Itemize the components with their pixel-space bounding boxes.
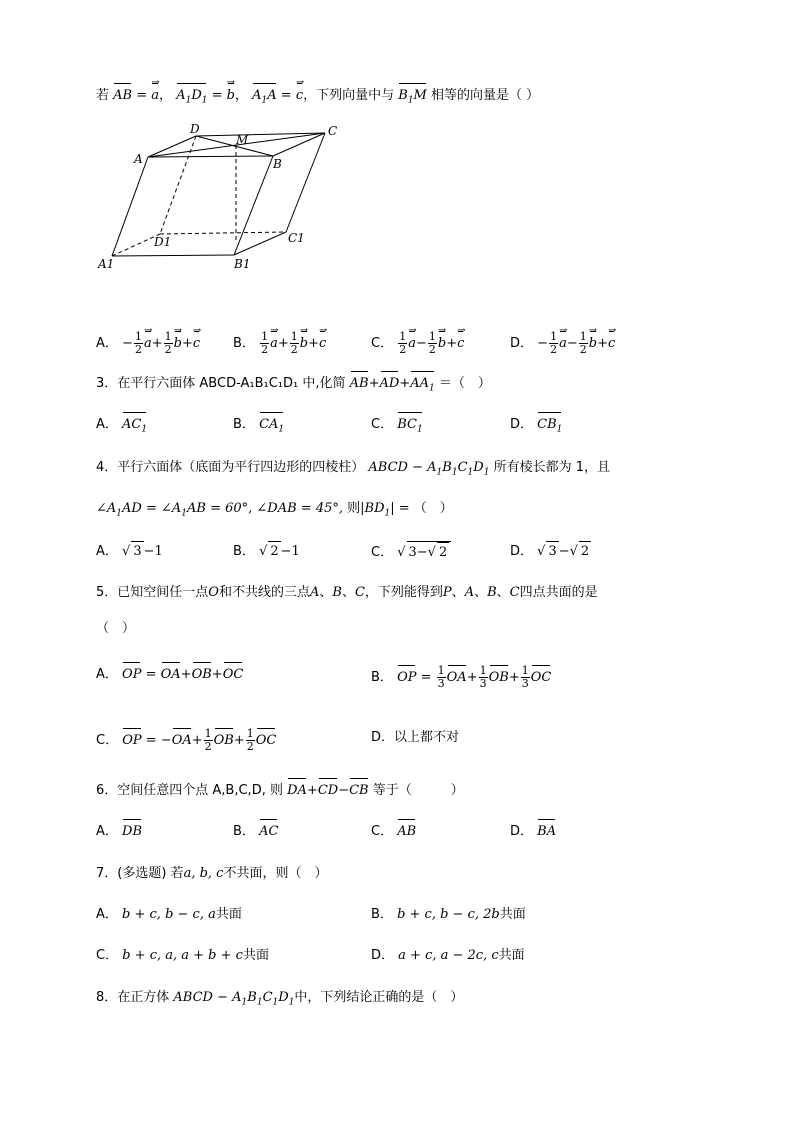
option-letter: A．: [96, 417, 118, 432]
q2-suffix: 相等的向量是（ ）: [431, 88, 540, 103]
q6-text: 6．空间任意四个点 A,B,C,D, 则: [96, 783, 283, 798]
q7-option-b[interactable]: B． b + c, b − c, 2b共面: [371, 907, 526, 922]
option-suffix: 共面: [242, 948, 269, 963]
question-8-stem: [96, 988, 463, 1013]
question-2-stem: 若 AB = a →， $A_1D_1 = b$ →， $A_1A = c$ →，下列向量中与 $B_1M$ 相等的向量是（ ）: [96, 86, 539, 111]
option-letter: C．: [371, 336, 394, 351]
q4-option-d[interactable]: D． √ 3 −√ 2: [510, 541, 591, 562]
q6-suffix: 等于（ ）: [372, 783, 464, 798]
q7-option-c[interactable]: C． b + c, a, a + b + c共面: [96, 948, 269, 963]
q5-line1-b: 和不共线的三点: [218, 585, 310, 600]
option-letter: D．: [371, 948, 395, 963]
q7-option-d[interactable]: D． a + c, a − 2c, c共面: [371, 948, 525, 963]
option-letter: C．: [371, 417, 394, 432]
q2-option-c[interactable]: C． $\frac{1}{2}$ a →− $\frac{1}{2}$ b →+c →: [371, 331, 464, 356]
q3-option-d[interactable]: D． $CB_1$: [510, 415, 562, 440]
q7-text: 7．(多选题) 若: [96, 866, 184, 881]
option-letter: A．: [96, 544, 118, 559]
vector-a1a-eq-c: $A_1A = c$ →: [252, 88, 303, 103]
option-letter: B．: [371, 670, 393, 685]
question-3-stem: [96, 374, 491, 399]
q2-mid: ，下列向量中与: [303, 88, 395, 103]
q6-option-c[interactable]: C． AB: [371, 822, 416, 842]
option-letter: D．: [510, 417, 534, 432]
q4-option-b[interactable]: B． √ 2 −1: [233, 541, 300, 562]
q4-line2-suffix: （ ）: [413, 501, 453, 516]
question-5-stem-line2: （ ）: [96, 621, 136, 636]
q5-option-a[interactable]: A． OP = OA+OB+OC: [96, 665, 243, 685]
q3-expression: $AB+AD+AA_1$: [350, 376, 435, 391]
option-letter: D．以上都不对: [371, 730, 460, 745]
option-letter: A．: [96, 907, 118, 922]
label-a: A: [134, 152, 143, 166]
q2-option-a[interactable]: A． − $\frac{1}{2}$ a →+ $\frac{1}{2}$ b →+c →: [96, 331, 200, 356]
q8-suffix: 中，下列结论正确的是（ ）: [294, 990, 464, 1005]
option-suffix: 共面: [215, 907, 242, 922]
option-suffix: 共面: [498, 948, 525, 963]
q7-option-a[interactable]: A． b + c, b − c, a共面: [96, 907, 242, 922]
option-letter: D．: [510, 824, 534, 839]
option-letter: C．: [371, 824, 394, 839]
option-letter: B．: [233, 336, 255, 351]
q5-option-c[interactable]: C． OP = −OA+ $\frac{1}{2}$ OB+ $\frac{1}{2}$ OC: [96, 727, 277, 753]
option-letter: A．: [96, 336, 118, 351]
q6-option-a[interactable]: A． DB: [96, 822, 142, 842]
label-m: M: [236, 133, 249, 147]
q2-prefix: 若: [96, 88, 110, 103]
question-7-stem: 7．(多选题) 若a, b, c不共面，则（ ）: [96, 866, 328, 881]
option-letter: C．: [96, 948, 119, 963]
q8-cube-name: ABCD − $A_1B_1C_1D_1$: [173, 990, 295, 1008]
q3-suffix: ＝（ ）: [438, 376, 491, 391]
q5-line1-d: 四点共面的是: [519, 585, 598, 600]
option-letter: B．: [371, 907, 393, 922]
option-letter: A．: [96, 824, 118, 839]
q6-option-d[interactable]: D． BA: [510, 822, 556, 842]
q3-option-b[interactable]: B． $CA_1$: [233, 415, 284, 440]
vector-b1m: $B_1M$: [398, 88, 427, 103]
option-suffix: 共面: [499, 907, 526, 922]
q5-line1: 5．已知空间任一点: [96, 585, 209, 600]
q6-option-b[interactable]: B． AC: [233, 822, 278, 842]
option-letter: C．: [96, 733, 119, 748]
option-letter: D．: [510, 336, 534, 351]
option-letter: A．: [96, 667, 118, 682]
question-6-stem: [96, 781, 464, 801]
q4-line1: 4．平行六面体（底面为平行四边形的四棱柱）: [96, 460, 365, 475]
q5-option-b[interactable]: B． OP = $\frac{1}{3}$ OA+ $\frac{1}{3}$ OB+ $\frac{1}{3}$ OC: [371, 664, 552, 690]
question-4-stem-line2: [96, 499, 453, 524]
q6-expression: DA+CD−CB: [287, 783, 369, 798]
q3-option-c[interactable]: C． $BC_1$: [371, 415, 423, 440]
q4-solid-name: ABCD − $A_1B_1C_1D_1$: [368, 460, 490, 478]
option-letter: C．: [371, 545, 394, 560]
option-letter: B．: [233, 824, 255, 839]
option-letter: B．: [233, 417, 255, 432]
vector-ab-eq-a: AB = a →: [113, 88, 159, 103]
q2-option-b[interactable]: B． $\frac{1}{2}$ a →+ $\frac{1}{2}$ b →+c →: [233, 331, 326, 356]
q4-option-a[interactable]: A． √ 3 −1: [96, 541, 163, 562]
q5-line1-c: ，下列能得到: [364, 585, 443, 600]
q4-line1-suffix: 所有棱长都为 1，且: [493, 460, 610, 475]
option-letter: D．: [510, 544, 534, 559]
label-a1: A1: [98, 257, 115, 271]
question-4-stem-line1: [96, 458, 610, 483]
q4-conditions: $\angle A_1AD$ = $\angle A_1AB = 60^\circ$, ∠DAB = 45°, 则$|BD_1|$ =: [96, 501, 410, 519]
option-letter: B．: [233, 544, 255, 559]
q3-option-a[interactable]: A． $AC_1$: [96, 415, 147, 440]
label-c1: C1: [288, 231, 305, 245]
parallelepiped-figure: [90, 120, 350, 280]
q2-option-d[interactable]: D． − $\frac{1}{2}$ a →− $\frac{1}{2}$ b →+c →: [510, 331, 615, 356]
label-b: B: [273, 157, 282, 171]
q7-suffix: 不共面，则（ ）: [223, 866, 328, 881]
vector-a1d1-eq-b: $A_1D_1 = b$ →: [176, 88, 235, 103]
label-b1: B1: [234, 257, 251, 271]
label-d1: D1: [154, 235, 172, 249]
label-c: C: [328, 124, 338, 138]
q5-option-d[interactable]: [371, 728, 459, 748]
q4-option-c[interactable]: C． √ 3−√ 2: [371, 541, 451, 563]
q3-text: 3．在平行六面体 ABCD-A₁B₁C₁D₁ 中,化简: [96, 376, 346, 391]
question-5-stem-line1: 5．已知空间任一点O和不共线的三点A、B、C，下列能得到P、A、B、C四点共面的是: [96, 585, 598, 600]
label-d: D: [190, 122, 200, 136]
q8-text: 8．在正方体: [96, 990, 170, 1005]
